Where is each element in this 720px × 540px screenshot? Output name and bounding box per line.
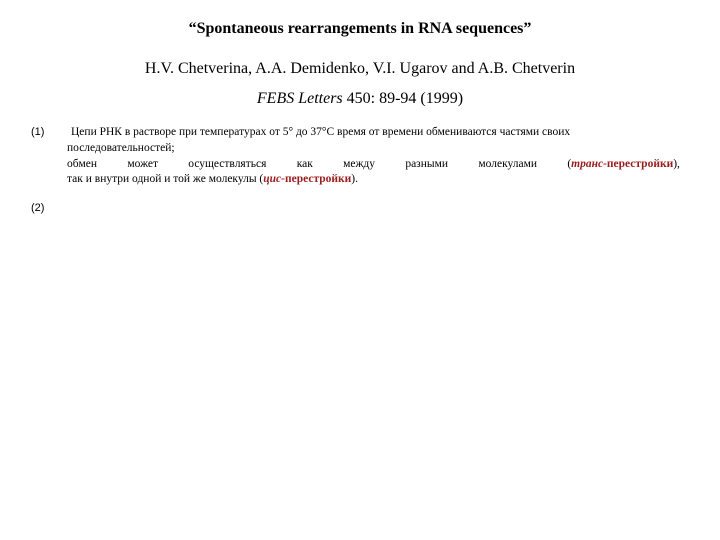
item-1-line-2: последовательностей;	[67, 141, 175, 154]
word: между	[343, 157, 376, 170]
word: как	[296, 157, 313, 170]
journal-details: 450: 89-94 (1999)	[342, 90, 464, 107]
item-1-line-1: Цепи РНК в растворе при температурах от 5° до 37°С время от времени обмениваются частями своих	[71, 126, 571, 138]
word: разными	[405, 157, 449, 170]
document-citation	[0, 90, 720, 108]
trans-term: (транс-перестройки),	[567, 157, 680, 170]
document-title: “Spontaneous rearrangements in RNA sequences”	[188, 20, 532, 37]
cis-prefix: цис-	[263, 173, 285, 186]
item-1-line-3	[67, 157, 680, 173]
item-1-text	[67, 125, 680, 188]
cis-word: перестройки	[285, 173, 352, 186]
item-1-number: (1)	[31, 126, 45, 138]
word: обмен	[67, 157, 98, 170]
document-authors: H.V. Chetverina, A.A. Demidenko, V.I. Ugarov and A.B. Chetverin	[144, 60, 576, 77]
trans-prefix: транс-	[571, 157, 607, 170]
word: молекулами	[478, 157, 538, 170]
word: может	[127, 157, 158, 170]
journal-name: FEBS Letters	[256, 90, 343, 107]
word: осуществляться	[188, 157, 267, 170]
item-1-line-4: так и внутри одной и той же молекулы (цис-перестройки).	[67, 173, 359, 186]
item-2-number: (2)	[31, 202, 45, 214]
trans-word: перестройки	[606, 157, 674, 170]
